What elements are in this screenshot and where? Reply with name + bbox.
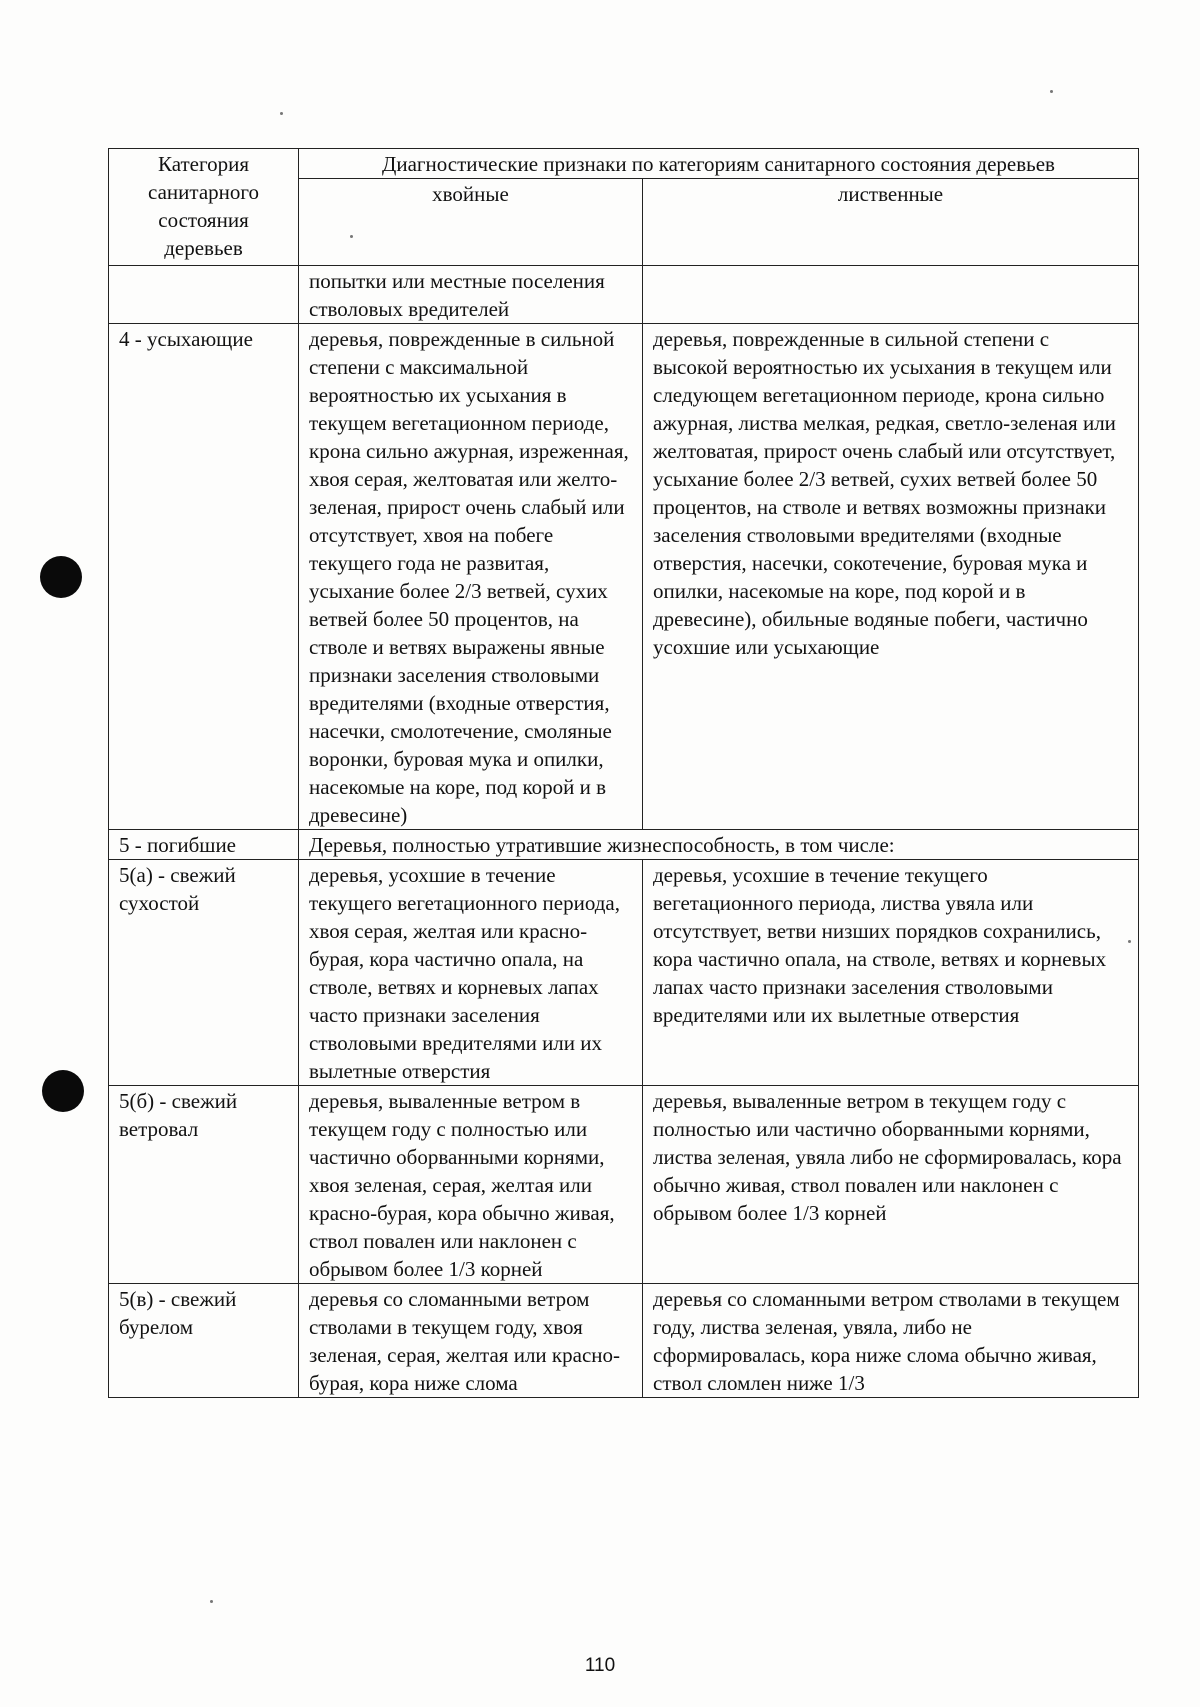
table-row [109, 830, 1139, 860]
category-cell: 5 - погибшие [109, 830, 299, 860]
page-number: 110 [584, 1655, 616, 1676]
conifers-cell: деревья, усохшие в течение текущего вегетационного периода, хвоя серая, желтая или красно-бурая, кора частично опала, на стволе, ветвях и корневых лапах часто признаки заселения стволовыми вредителями или их вылетные отверстия [299, 860, 643, 1086]
table-header-row [109, 149, 1139, 179]
scan-speck [280, 112, 283, 115]
header-deciduous: лиственные [643, 179, 1139, 266]
scan-speck [1050, 90, 1053, 93]
table-row [109, 266, 1139, 324]
header-conifers: хвойные [299, 179, 643, 266]
deciduous-cell: деревья со сломанными ветром стволами в текущем году, листва зеленая, увяла, либо не сформировалась, кора ниже слома обычно живая, ствол сломлен ниже 1/3 [643, 1284, 1139, 1398]
conifers-cell: деревья со сломанными ветром стволами в текущем году, хвоя зеленая, серая, желтая или красно-бурая, кора ниже слома [299, 1284, 643, 1398]
scan-speck [210, 1600, 213, 1603]
deciduous-cell: деревья, усохшие в течение текущего вегетационного периода, листва увяла или отсутствует, ветви низших порядков сохранились, кора частично опала, на стволе, ветвях и корневых лапах часто признаки заселения стволовыми вредителями или их вылетные отверстия [643, 860, 1139, 1086]
merged-cell: Деревья, полностью утратившие жизнеспособность, в том числе: [299, 830, 1139, 860]
category-cell [109, 266, 299, 324]
category-cell: 5(а) - свежий сухостой [109, 860, 299, 1086]
conifers-cell: деревья, вываленные ветром в текущем году с полностью или частично оборванными корнями, хвоя зеленая, серая, желтая или красно-бурая, кора обычно живая, ствол повален или наклонен с обрывом более 1/3 корней [299, 1086, 643, 1284]
punch-hole [40, 556, 82, 598]
category-cell: 5(в) - свежий бурелом [109, 1284, 299, 1398]
deciduous-cell [643, 266, 1139, 324]
header-diagnostic-signs: Диагностические признаки по категориям санитарного состояния деревьев [299, 149, 1139, 179]
deciduous-cell: деревья, вываленные ветром в текущем году с полностью или частично оборванными корнями, листва зеленая, увяла либо не сформировалась, кора обычно живая, ствол повален или наклонен с обрывом более 1/3 корней [643, 1086, 1139, 1284]
table-row [109, 1086, 1139, 1284]
table-row [109, 324, 1139, 830]
category-cell: 5(б) - свежий ветровал [109, 1086, 299, 1284]
deciduous-cell: деревья, поврежденные в сильной степени с высокой вероятностью их усыхания в текущем или следующем вегетационном периоде, крона сильно ажурная, листва мелкая, редкая, светло-зеленая или желтоватая, прирост очень слабый или отсутствует, усыхание более 2/3 ветвей, сухих ветвей более 50 процентов, на стволе и ветвях возможны признаки заселения стволовыми вредителями (входные отверстия, насечки, сокотечение, буровая мука и опилки, насекомые на коре, под корой и в древесине), обильные водяные побеги, частично усохшие или усыхающие [643, 324, 1139, 830]
category-cell: 4 - усыхающие [109, 324, 299, 830]
sanitary-categories-table [108, 148, 1139, 1398]
table-row [109, 1284, 1139, 1398]
conifers-cell: попытки или местные поселения стволовых вредителей [299, 266, 643, 324]
table-row [109, 860, 1139, 1086]
header-category: Категория санитарного состояния деревьев [109, 149, 299, 266]
conifers-cell: деревья, поврежденные в сильной степени с максимальной вероятностью их усыхания в текущем вегетационном периоде, крона сильно ажурная, изреженная, хвоя серая, желтоватая или желто-зеленая, прирост очень слабый или отсутствует, хвоя на побеге текущего года не развитая, усыхание более 2/3 ветвей, сухих ветвей более 50 процентов, на стволе и ветвях выражены явные признаки заселения стволовыми вредителями (входные отверстия, насечки, смолотечение, смоляные воронки, буровая мука и опилки, насекомые на коре, под корой и в древесине) [299, 324, 643, 830]
punch-hole [42, 1070, 84, 1112]
